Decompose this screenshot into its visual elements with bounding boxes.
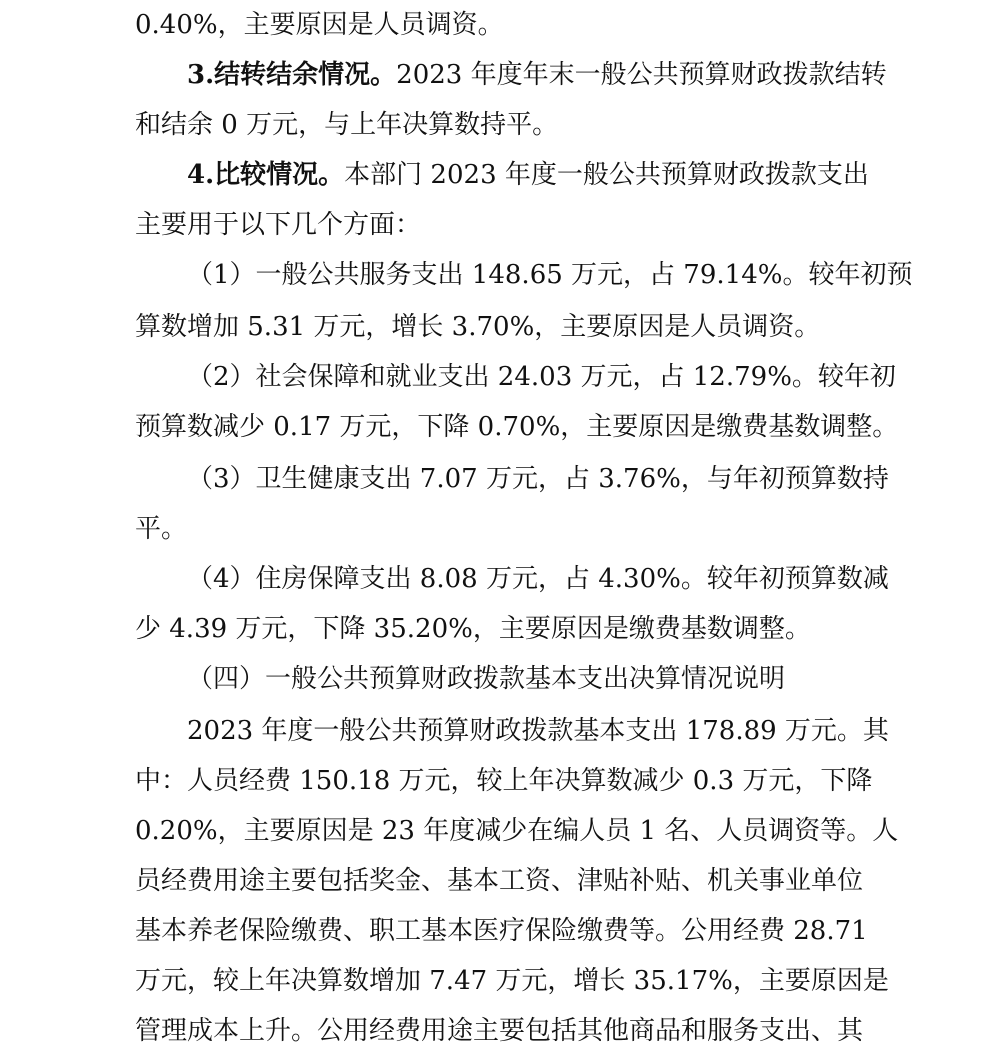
section-4-text: 本部门 2023 年度一般公共预算财政拨款支出 xyxy=(344,160,869,190)
text-line: 预算数减少 0.17 万元，下降 0.70%，主要原因是缴费基数调整。 xyxy=(135,412,899,442)
text-line: 平。 xyxy=(135,514,188,544)
text-line: 0.40%，主要原因是人员调资。 xyxy=(135,10,504,40)
text-line: 和结余 0 万元，与上年决算数持平。 xyxy=(135,110,559,140)
text-line: （2）社会保障和就业支出 24.03 万元，占 12.79%。较年初 xyxy=(187,362,896,392)
text-line: 主要用于以下几个方面： xyxy=(135,210,422,240)
section-4-title: 比较情况。 xyxy=(214,160,345,190)
text-line: 0.20%，主要原因是 23 年度减少在编人员 1 名、人员调资等。人 xyxy=(135,816,899,846)
text-line: 2023 年度一般公共预算财政拨款基本支出 178.89 万元。其 xyxy=(187,716,889,746)
text-line: 员经费用途主要包括奖金、基本工资、津贴补贴、机关事业单位 xyxy=(135,866,864,896)
section-4-heading-line xyxy=(187,157,1000,193)
section-3-number: 3. xyxy=(187,60,215,90)
section-3-heading-line xyxy=(187,57,1000,93)
text-line: （3）卫生健康支出 7.07 万元，占 3.76%，与年初预算数持 xyxy=(187,464,889,494)
text-line: 万元，较上年决算数增加 7.47 万元，增长 35.17%，主要原因是 xyxy=(135,966,889,996)
section-four-heading: （四）一般公共预算财政拨款基本支出决算情况说明 xyxy=(187,664,786,694)
text-line: 少 4.39 万元，下降 35.20%，主要原因是缴费基数调整。 xyxy=(135,614,811,644)
text-line: 基本养老保险缴费、职工基本医疗保险缴费等。公用经费 28.71 xyxy=(135,916,868,946)
text-line: 管理成本上升。公用经费用途主要包括其他商品和服务支出、其 xyxy=(135,1016,864,1046)
section-3-text: 2023 年度年末一般公共预算财政拨款结转 xyxy=(396,60,887,90)
text-line: 中：人员经费 150.18 万元，较上年决算数减少 0.3 万元，下降 xyxy=(135,766,873,796)
text-line: 算数增加 5.31 万元，增长 3.70%，主要原因是人员调资。 xyxy=(135,312,821,342)
section-4-number: 4. xyxy=(187,160,215,190)
text-line: （1）一般公共服务支出 148.65 万元，占 79.14%。较年初预 xyxy=(187,260,913,290)
text-line: （4）住房保障支出 8.08 万元，占 4.30%。较年初预算数减 xyxy=(187,564,889,594)
section-3-title: 结转结余情况。 xyxy=(214,60,397,90)
